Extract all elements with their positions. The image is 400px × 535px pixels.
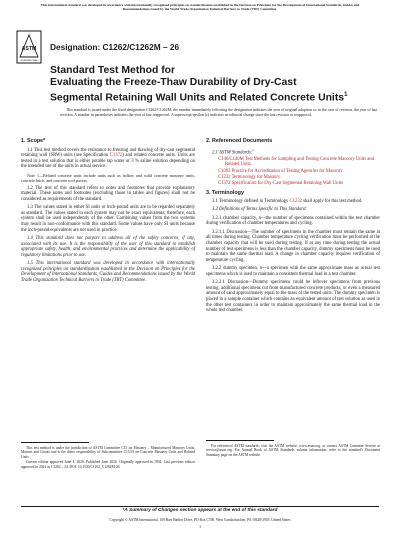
scope-1-2: 1.2 The text of this standard refers to notes and footnotes that provide explanatory material. These notes and footnotes (excluding those in tables and figures) shall not be considered as requirements of the standard. bbox=[21, 185, 195, 202]
svg-text:INTERNATIONAL: INTERNATIONAL bbox=[20, 60, 38, 62]
right-column bbox=[206, 139, 380, 317]
terminology-3-2: 3.2 Definitions of Terms Specific to This Standard: bbox=[212, 207, 307, 213]
scope-heading: 1. Scope* bbox=[21, 138, 46, 144]
standard-notice: This international standard was developed in accordance with internationally recognized principles on standardization established in the Decision on Principles for the Development of International Standards, Guides and Recommendations issued by the World Trade Organization Technical Barriers to Trade (TBT) Committee. bbox=[40, 3, 360, 12]
footnote-divider-left bbox=[21, 442, 89, 443]
scope-1-1 bbox=[21, 148, 195, 170]
ref-code: C1093 bbox=[218, 168, 231, 174]
title-line-3 bbox=[50, 89, 380, 105]
left-column bbox=[21, 139, 195, 286]
ref-item[interactable] bbox=[212, 169, 380, 175]
ref-code: C140/C140M bbox=[218, 156, 244, 162]
ref-item[interactable] bbox=[212, 175, 380, 181]
terminology-heading: 3. Terminology bbox=[206, 189, 244, 196]
scope-1-1-text-a: 1.1 This test method covers the resistance to freezing and thawing of dry-cast segmental retaining wall (SRW) units (see Specification bbox=[21, 147, 195, 159]
intro-paragraph bbox=[60, 108, 380, 118]
scope-1-3: 1.3 The values stated in either SI units or inch-pound units are to be regarded separately as standard. The values stated in each system may not be exact equivalents; therefore, each system shall be used independently of the other. Combining values from the two systems may result in non-conformance with this standard. Some values have only SI units because the inch-pound equivalents are not used in practice. bbox=[21, 205, 195, 233]
title-line-3-text: Segmental Retaining Wall Units and Related Concrete Units bbox=[50, 92, 345, 104]
summary-of-changes-note: *A Summary of Changes section appears at the end of this standard bbox=[122, 508, 278, 513]
terminology-3-1-text-b: shall apply for this test method. bbox=[302, 199, 363, 205]
ref-item[interactable] bbox=[212, 157, 380, 168]
designation: Designation: C1262/C1262M – 26 bbox=[50, 42, 180, 52]
title-line-1: Standard Test Method for bbox=[50, 65, 176, 76]
astm-logo bbox=[16, 30, 42, 64]
title-footnote-mark: 1 bbox=[344, 92, 348, 99]
terminology-3-1 bbox=[206, 199, 380, 205]
document-title bbox=[50, 65, 380, 105]
summary-divider bbox=[21, 506, 379, 507]
ref-code: C1372 bbox=[218, 180, 231, 186]
ref-footnote-mark: 2 bbox=[252, 147, 254, 152]
footnotes-right bbox=[206, 444, 380, 458]
scope-1-4: 1.4 This standard does not purport to address all of the safety concerns, if any, associated with its use. It is the responsibility of the user of this standard to establish appropriate safety, health, and environmental practices and determine the applicability of regulatory limitations prior to use. bbox=[21, 235, 195, 258]
referenced-documents-heading: 2. Referenced Documents bbox=[206, 138, 273, 144]
copyright: Copyright © ASTM International, 100 Barr Harbor Drive, PO Box C700, West Conshohocken, PA 19428-2959. United States bbox=[109, 518, 291, 522]
title-line-2: Evaluating the Freeze-Thaw Durability of Dry-Cast bbox=[50, 77, 297, 89]
terminology-3-1-text-a: 3.1 Terminology defined in Terminology bbox=[212, 199, 290, 205]
astm-standards-subheading bbox=[212, 148, 380, 156]
ref-title: Specification for Dry-Cast Segmental Retaining Wall Units bbox=[231, 180, 343, 186]
c1372-link[interactable]: C1372 bbox=[109, 153, 123, 159]
footnote-2: For referenced ASTM standards, visit the ASTM website, www.astm.org, or contact ASTM Customer Service at service@astm.org. For Annual Book of ASTM Standards volume information, refer to the standard's Document Summary page on the ASTM website. bbox=[206, 444, 380, 457]
footnote-1: This test method is under the jurisdiction of ASTM Committee C15 on Masonry – Manufactured Masonry Units, Mortars and Grouts and is the direct responsibility of Subcommittee C15.03 on Concrete Masonry Units and Related Units. bbox=[21, 446, 195, 459]
footnote-1-edition: Current edition approved June 1, 2026. Published June 2026. Originally approved in 1994. Last previous edition approved in 2024 as C1262 – 24. DOI: 10.1520/C1262_C1262M-26. bbox=[21, 460, 195, 469]
ref-title: Practice for Accreditation of Testing Agencies for Masonry bbox=[231, 168, 343, 174]
astm-standards-label: 2.1 ASTM Standards: bbox=[212, 150, 253, 156]
scope-1-5: 1.5 This international standard was developed in accordance with internationally recognized principles on standardization established in the Decision on Principles for the Development of International Standards, Guides and Recommendations issued by the World Trade Organization Technical Barriers to Trade (TBT) Committee. bbox=[21, 261, 195, 283]
ref-item[interactable] bbox=[212, 181, 380, 187]
terminology-3-2-1-1: 3.2.1.1 Discussion—The number of specimens in the chamber must remain the same at all times during testing. Chamber temperature cycling verification must be performed at the chamber capacity that will be used during testing. If at any time during testing the actual number of test specimens is less than the chamber capacity, dummy specimens must be used to maintain the same thermal load. A change in chamber capacity requires verification of temperature cycling. bbox=[206, 229, 380, 263]
ref-code: C1232 bbox=[218, 174, 231, 180]
terminology-3-2-2: 3.2.2 dummy specimen, n—a specimen with the same approximate mass as actual test specimens which is used to maintain a consistent thermal load in a test chamber. bbox=[206, 266, 380, 277]
c1232-link[interactable]: C1232 bbox=[289, 199, 303, 205]
scope-1-1-text-b: ) and related concrete units. Units are tested in a test solution that is either potable tap water or 3 % saline solution depending on the intended use of the units in actual service. bbox=[21, 153, 195, 170]
terminology-3-2-2-1: 3.2.2.1 Discussion—Dummy specimens could be leftover specimens from previous testing, additional specimens cut from manufactured concrete products, or even a measured amount of sand approximately equal to the mass of the tested units. The dummy specimen is placed in a sample container which contains an equivalent amount of test solution as used in the other test containers in order to maintain approximately the same thermal load in the whole test chamber. bbox=[206, 280, 380, 314]
terminology-3-2-1: 3.2.1 chamber capacity, n—the number of specimens contained within the test chamber during verification of chamber temperatures and cycling. bbox=[206, 215, 380, 227]
ref-title: Test Methods for Sampling and Testing Concrete Masonry Units and Related Units bbox=[225, 156, 374, 168]
footnote-divider-right bbox=[206, 440, 274, 441]
note-1: Note 1—Related concrete units include units such as hollow and solid concrete masonry units, concrete brick, and concrete roof pavers. bbox=[21, 172, 195, 183]
page-number: 1 bbox=[198, 524, 202, 529]
intro-text: This standard is issued under the fixed designation C1262/C1262M; the number immediately following the designation indicates the year of original adoption or, in the case of revision, the year of last revision. A number in parentheses indicates the year of last reapproval. A superscript epsilon (ε) indicates an editorial change since the last revision or reapproval. bbox=[60, 108, 378, 117]
svg-text:ASTM: ASTM bbox=[21, 46, 37, 52]
ref-title: Terminology for Masonry bbox=[231, 174, 281, 180]
footnotes-left bbox=[21, 446, 195, 470]
